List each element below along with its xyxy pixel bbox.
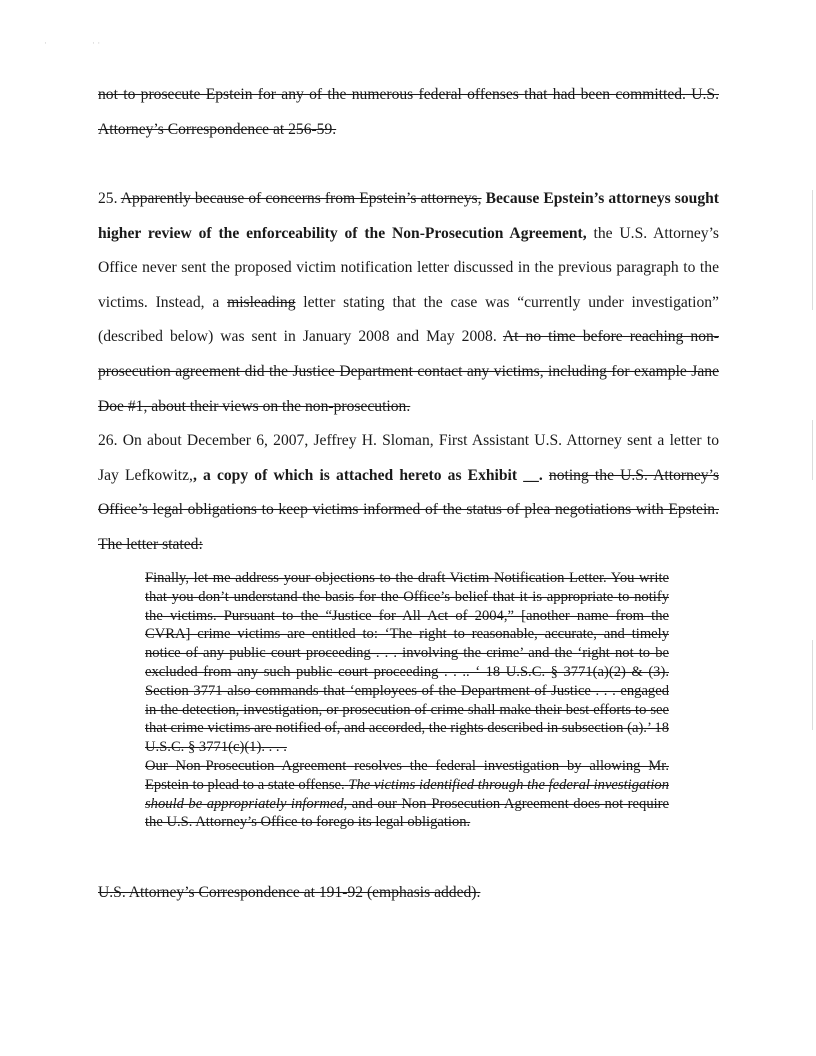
paragraph-25-struck-text-2: misleading bbox=[227, 293, 296, 311]
paragraph-26-number: 26. bbox=[98, 432, 118, 449]
block-quote-paragraph-1: Finally, let me address your objections to the draft Victim Notification Letter. You write that you don’t understand the basis for the Office’s belief that it is appropriate to notify the victims. Pursuant to the “Justice for All Act of 2004,” [another name from the CVRA] crime victims are entitled to: ‘The right to reasonable, accurate, and timely notice of any public court proceeding . . . involving the crime’ and the ‘right not to be excluded from any such public court proceeding . . .. ‘ 18 U.S.C. § 3771(a)(2) & (3). Section 3771 also commands that ‘employees of the Department of Justice . . . engaged in the detection, investigation, or prosecution of crime shall make their best efforts to see that crime victims are notified of, and accorded, the rights described in subsection (a).’ 18 U.S.C. § 3771(c)(1). . . . bbox=[145, 570, 669, 756]
continued-paragraph-struck-text: not to prosecute Epstein for any of the numerous federal offenses that had been committed. U.S. Attorney’s Correspondence at 256-59. bbox=[98, 86, 719, 138]
paragraph-25 bbox=[98, 182, 719, 424]
paragraph-25-text-2: letter stating that the case was “currently under investigation” (described below) was sent in January 2008 and May 2008. bbox=[98, 293, 719, 346]
paragraph-26-bold-insertion: , a copy of which is attached hereto as Exhibit __. bbox=[192, 466, 543, 484]
scan-artifact-right: · · bbox=[92, 38, 101, 48]
scan-edge-line-2 bbox=[812, 420, 813, 480]
continued-paragraph bbox=[98, 78, 719, 147]
block-quote-paragraph-2-italic: The victims identified through the federal investigation should be appropriately informed bbox=[145, 776, 669, 812]
paragraph-25-text-1: the U.S. Attorney’s Office never sent the proposed victim notification letter discussed in the previous paragraph to the victims. Instead, a bbox=[98, 224, 719, 311]
paragraph-25-number: 25. bbox=[98, 190, 118, 207]
scan-edge-line-1 bbox=[812, 190, 813, 310]
paragraph-25-bold-insertion: Because Epstein’s attorneys sought higher review of the enforceability of the Non-Prosecution Agreement, bbox=[98, 190, 719, 242]
citation-line: U.S. Attorney’s Correspondence at 191-92 (emphasis added). bbox=[98, 884, 481, 901]
block-quote-paragraph-2 bbox=[145, 757, 669, 832]
block-quote-paragraph-2-start: Our Non-Prosecution Agreement resolves the federal investigation by allowing Mr. Epstein to plead to a state offense. bbox=[145, 757, 669, 793]
paragraph-25-struck-text-1: Apparently because of concerns from Epstein’s attorneys, bbox=[120, 190, 482, 207]
scan-edge-line-3 bbox=[812, 640, 813, 730]
block-quote bbox=[145, 569, 669, 832]
block-quote-paragraph-2-end: , and our Non-Prosecution Agreement does not require the U.S. Attorney’s Office to forego its legal obligation. bbox=[145, 795, 670, 831]
paragraph-25-struck-text-3: At no time before reaching non-prosecution agreement did the Justice Department contact any victims, including for example Jane Doe #1, about their views on the non-prosecution. bbox=[98, 328, 719, 415]
paragraph-26 bbox=[98, 424, 719, 562]
paragraph-26-struck-text: noting the U.S. Attorney’s Office’s legal obligations to keep victims informed of the status of plea negotiations with Epstein. The letter stated: bbox=[98, 466, 720, 553]
paragraph-26-text-1: On about December 6, 2007, Jeffrey H. Sloman, First Assistant U.S. Attorney sent a letter to Jay Lefkowitz, bbox=[98, 432, 719, 484]
scan-artifact-left: · bbox=[44, 38, 47, 48]
